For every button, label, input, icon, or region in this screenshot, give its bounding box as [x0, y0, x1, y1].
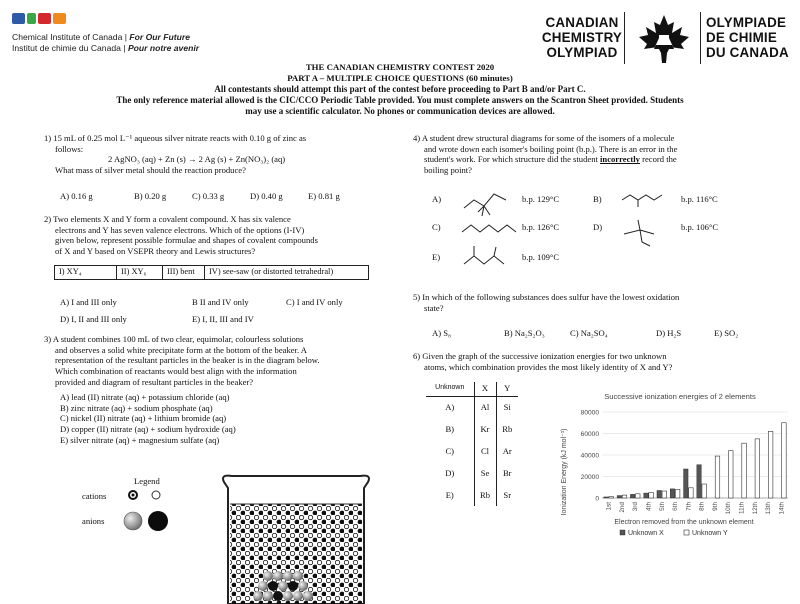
- instructions-line: may use a scientific calculator. No phones or communication devices are allowed.: [245, 106, 555, 117]
- q2-options-table: [54, 265, 369, 280]
- anion-dark-icon: [148, 511, 168, 531]
- x-tick-label: 7th: [685, 502, 693, 511]
- table-cell: I) XY₄: [55, 266, 117, 280]
- question-text: boiling point?: [424, 165, 472, 176]
- q2-options-row1: [60, 297, 343, 308]
- y-tick-label: 20000: [580, 474, 599, 481]
- question-text: atoms, which combination provides the most likely identity of X and Y?: [424, 361, 673, 372]
- bar-unknown-x: [604, 497, 609, 498]
- x-tick-label: 14th: [778, 502, 786, 515]
- table-header: X: [474, 382, 496, 396]
- brand-fr-line: OLYMPIADE: [706, 15, 787, 30]
- chart-y-ticks: [581, 410, 600, 503]
- isomer-label[interactable]: C): [432, 222, 441, 232]
- x-tick-label: 6th: [672, 502, 680, 511]
- legend-particles: [122, 486, 172, 536]
- q5-options: [432, 328, 738, 339]
- contest-title-block: [0, 62, 800, 118]
- cic-logo-blue-icon: [12, 13, 25, 24]
- question-text: student's work. For which structure did the student: [424, 154, 601, 165]
- table-cell: Rb: [474, 484, 496, 506]
- question-text: record the: [639, 154, 677, 165]
- table-cell: B): [445, 423, 455, 434]
- x-tick-label: 13th: [765, 502, 773, 515]
- bar-unknown-x: [657, 490, 662, 498]
- anion-light-icon: [124, 512, 142, 530]
- legend-label-x: Unknown X: [628, 530, 664, 537]
- question-text: 4) A student drew structural diagrams for some of the isomers of a molecule: [413, 133, 675, 143]
- bar-unknown-x: [684, 469, 689, 498]
- question-text: provided and diagram of resultant particles in the beaker?: [55, 376, 254, 387]
- q1-options: [60, 191, 366, 202]
- bar-unknown-y: [675, 489, 680, 498]
- option-a[interactable]: A) 0.16 g: [60, 191, 93, 201]
- question-text: electrons and Y has seven valence electrons. Which of the options (I-IV): [55, 224, 305, 235]
- question-4: [413, 133, 793, 176]
- bar-unknown-y: [662, 491, 667, 498]
- option-d[interactable]: D) H₂S: [656, 328, 682, 338]
- option-a[interactable]: A) S₈: [432, 328, 451, 338]
- cic-logo-orange-icon: [53, 13, 66, 24]
- org-en-tagline: For Our Future: [129, 32, 190, 42]
- question-3: [44, 334, 394, 388]
- option-d[interactable]: D) copper (II) nitrate (aq) + sodium hydroxide (aq): [60, 424, 236, 435]
- y-tick-label: 80000: [580, 409, 599, 417]
- bar-unknown-y: [715, 456, 720, 498]
- isomer-label[interactable]: D): [593, 222, 603, 232]
- option-c[interactable]: C) nickel (II) nitrate (aq) + lithium bromide (aq): [60, 413, 227, 424]
- y-tick-label: 60000: [580, 431, 599, 438]
- chart-x-axis-label: Electron removed from the unknown element: [614, 519, 754, 526]
- x-tick-label: 11th: [738, 502, 746, 514]
- table-cell: A): [445, 401, 455, 412]
- question-text: 6) Given the graph of the successive ionization energies for two unknown: [413, 351, 667, 361]
- table-header: Y: [496, 382, 518, 396]
- bar-unknown-y: [636, 494, 641, 498]
- org-fr-text: Institut de chimie du Canada |: [12, 43, 128, 53]
- isomer-d-structure: [620, 218, 660, 248]
- option-e[interactable]: E) 0.81 g: [308, 191, 340, 201]
- part-title: PART A – MULTIPLE CHOICE QUESTIONS (60 minutes): [287, 72, 513, 83]
- legend-title: Legend: [134, 476, 160, 486]
- option-b[interactable]: B) Na₂S₂O₃: [504, 328, 545, 338]
- instructions-line: All contestants should attempt this part of the contest before proceeding to Part B and/or Part C.: [214, 83, 586, 94]
- legend-anions-label: anions: [82, 516, 105, 526]
- option-d[interactable]: D) 0.40 g: [250, 191, 283, 201]
- org-en-text: Chemical Institute of Canada |: [12, 32, 130, 42]
- option-e[interactable]: E) I, II, III and IV: [192, 314, 254, 324]
- option-c[interactable]: C) I and IV only: [286, 297, 343, 307]
- table-header: Unknown: [426, 382, 474, 396]
- org-name-fr: [12, 43, 199, 54]
- option-e[interactable]: E) SO₂: [714, 328, 739, 338]
- legend-cations-label: cations: [82, 491, 107, 501]
- table-row[interactable]: [426, 462, 518, 484]
- maple-leaf-flask-icon: [636, 13, 692, 65]
- question-text: given below, represent possible formulae and shapes of covalent compounds: [55, 235, 318, 246]
- option-a[interactable]: A) lead (II) nitrate (aq) + potassium chloride (aq): [60, 392, 230, 402]
- table-row[interactable]: [426, 396, 518, 418]
- bar-unknown-y: [755, 439, 760, 498]
- question-text: 1) 15 mL of 0.25 mol L⁻¹ aqueous silver nitrate reacts with 0.10 g of zinc as: [44, 133, 307, 143]
- beaker-diagram: [218, 470, 374, 604]
- boiling-point: b.p. 126°C: [522, 222, 560, 232]
- table-cell: C): [445, 445, 455, 456]
- org-fr-tagline: Pour notre avenir: [127, 43, 200, 53]
- option-e[interactable]: E) silver nitrate (aq) + magnesium sulfate (aq): [60, 434, 220, 445]
- x-tick-label: 9th: [711, 502, 719, 511]
- table-cell: Ar: [502, 445, 512, 456]
- question-6: [413, 351, 793, 372]
- boiling-point: b.p. 106°C: [681, 222, 719, 232]
- brand-fr-line: DE CHIMIE: [706, 30, 777, 45]
- bar-unknown-y: [742, 443, 747, 498]
- y-tick-label: 0: [595, 495, 599, 503]
- table-cell: E): [445, 489, 454, 500]
- q3-options: [60, 392, 390, 446]
- bar-unknown-y: [768, 431, 773, 498]
- bar-unknown-x: [670, 489, 675, 498]
- brand-en-line: OLYMPIAD: [546, 45, 618, 60]
- table-cell: IV) see-saw (or distorted tetrahedral): [205, 266, 369, 280]
- option-b[interactable]: B) 0.20 g: [134, 191, 167, 201]
- chart-y-axis-label: Ionization Energy (kJ mol⁻¹): [561, 428, 568, 516]
- question-text: 5) In which of the following substances does sulfur have the lowest oxidation: [413, 292, 680, 302]
- option-d[interactable]: D) I, II and III only: [60, 314, 127, 324]
- table-row[interactable]: [426, 440, 518, 462]
- bar-unknown-y: [622, 495, 627, 498]
- table-cell: Si: [503, 401, 511, 412]
- bar-unknown-y: [649, 493, 654, 498]
- ionization-energy-chart: [556, 386, 792, 542]
- legend-swatch-y: [684, 530, 689, 535]
- option-a[interactable]: A) I and III only: [60, 297, 117, 307]
- cic-logo-green-icon: [27, 13, 36, 24]
- legend-swatch-x: [620, 530, 625, 535]
- question-1: [44, 133, 384, 176]
- bar-unknown-y: [702, 484, 707, 498]
- question-text: state?: [424, 302, 444, 313]
- question-text: representation of the resultant particles in the beaker is in the diagram below.: [55, 355, 320, 366]
- boiling-point: b.p. 129°C: [522, 194, 560, 204]
- isomer-c-structure: [460, 220, 520, 236]
- question-text: and observes a solid white precipitate form at the bottom of the beaker. A: [55, 344, 308, 355]
- isomer-e-structure: [460, 244, 520, 270]
- y-tick-label: 40000: [580, 452, 599, 460]
- isomer-label[interactable]: B): [593, 194, 602, 204]
- brand-divider: [624, 12, 625, 64]
- table-cell: Rb: [502, 423, 513, 434]
- equation: 2 AgNO₃ (aq) + Zn (s) → 2 Ag (s) + Zn(NO₃)₂ (aq): [108, 154, 286, 165]
- option-b[interactable]: B) zinc nitrate (aq) + sodium phosphate (aq): [60, 402, 213, 413]
- table-cell: Br: [502, 467, 512, 478]
- org-name-en: [12, 32, 190, 43]
- question-5: [413, 292, 793, 313]
- table-cell: Sr: [503, 489, 512, 500]
- cic-logo: [12, 13, 68, 27]
- bar-unknown-x: [697, 465, 702, 498]
- question-text: Which combination of reactants would best align with the information: [55, 366, 297, 377]
- isomer-a-structure: [460, 182, 520, 216]
- q6-options-table: [426, 382, 518, 506]
- option-c[interactable]: C) Na₂SO₄: [570, 328, 608, 338]
- brand-fr: [706, 15, 796, 60]
- chart-bars: [604, 423, 786, 498]
- option-b[interactable]: B II and IV only: [192, 297, 249, 307]
- table-cell: Al: [474, 396, 496, 418]
- x-tick-label: 2nd: [618, 502, 626, 513]
- isomer-label[interactable]: A): [432, 194, 442, 204]
- question-2: [44, 214, 384, 257]
- option-c[interactable]: C) 0.33 g: [192, 191, 225, 201]
- question-text: of X and Y based on VSEPR theory and Lewis structures?: [55, 246, 256, 257]
- isomer-b-structure: [620, 190, 680, 208]
- table-cell: Se: [474, 462, 496, 484]
- chart-legend: [620, 530, 728, 537]
- x-tick-label: 12th: [751, 502, 759, 515]
- boiling-point: b.p. 116°C: [681, 194, 718, 204]
- x-tick-label: 4th: [645, 502, 653, 511]
- contest-title: THE CANADIAN CHEMISTRY CONTEST 2020: [305, 62, 495, 72]
- x-tick-label: 5th: [658, 502, 666, 511]
- chart-gridlines: [602, 412, 788, 498]
- question-text: 2) Two elements X and Y form a covalent compound. X has six valence: [44, 214, 291, 224]
- x-tick-label: 3rd: [632, 502, 640, 512]
- isomer-label[interactable]: E): [432, 252, 441, 262]
- brand-en: [534, 15, 630, 60]
- chart-x-ticks: [606, 502, 786, 515]
- brand-fr-line: DU CANADA: [706, 45, 789, 60]
- bar-unknown-y: [729, 451, 734, 498]
- bar-unknown-y: [689, 488, 694, 498]
- brand-en-line: CANADIAN: [545, 15, 619, 30]
- q2-options-row2: [60, 314, 254, 325]
- question-text: What mass of silver metal should the reaction produce?: [55, 165, 246, 176]
- table-row[interactable]: [426, 418, 518, 440]
- bar-unknown-y: [609, 497, 614, 498]
- table-cell: II) XY₆: [117, 266, 163, 280]
- bar-unknown-x: [617, 496, 622, 498]
- table-row[interactable]: [426, 484, 518, 506]
- question-text: follows:: [55, 143, 84, 154]
- emphasis-word: incorrectly: [600, 154, 640, 165]
- question-text: and wrote down each isomer's boiling point (b.p.). There is an error in the: [424, 143, 678, 154]
- question-text: 3) A student combines 100 mL of two clear, equimolar, colourless solutions: [44, 334, 304, 344]
- brand-divider: [700, 12, 701, 64]
- cation-light-icon: [152, 491, 160, 499]
- x-tick-label: 1st: [605, 502, 613, 511]
- table-cell: Cl: [474, 440, 496, 462]
- x-tick-label: 8th: [698, 502, 706, 511]
- instructions-line: The only reference material allowed is the CIC/CCO Periodic Table provided. You must complete answers on the Scantron Sheet provided. Students: [116, 95, 684, 106]
- bar-unknown-x: [630, 494, 635, 498]
- legend-label-y: Unknown Y: [692, 530, 728, 537]
- chart-title: Successive ionization energies of 2 elements: [604, 392, 756, 401]
- bar-unknown-x: [644, 493, 649, 498]
- x-tick-label: 10th: [725, 502, 733, 515]
- table-cell: III) bent: [163, 266, 205, 280]
- boiling-point: b.p. 109°C: [522, 252, 560, 262]
- table-cell: Kr: [474, 418, 496, 440]
- brand-en-line: CHEMISTRY: [541, 30, 623, 45]
- table-cell: D): [445, 467, 455, 478]
- cic-logo-red-icon: [38, 13, 51, 24]
- bar-unknown-y: [782, 423, 787, 498]
